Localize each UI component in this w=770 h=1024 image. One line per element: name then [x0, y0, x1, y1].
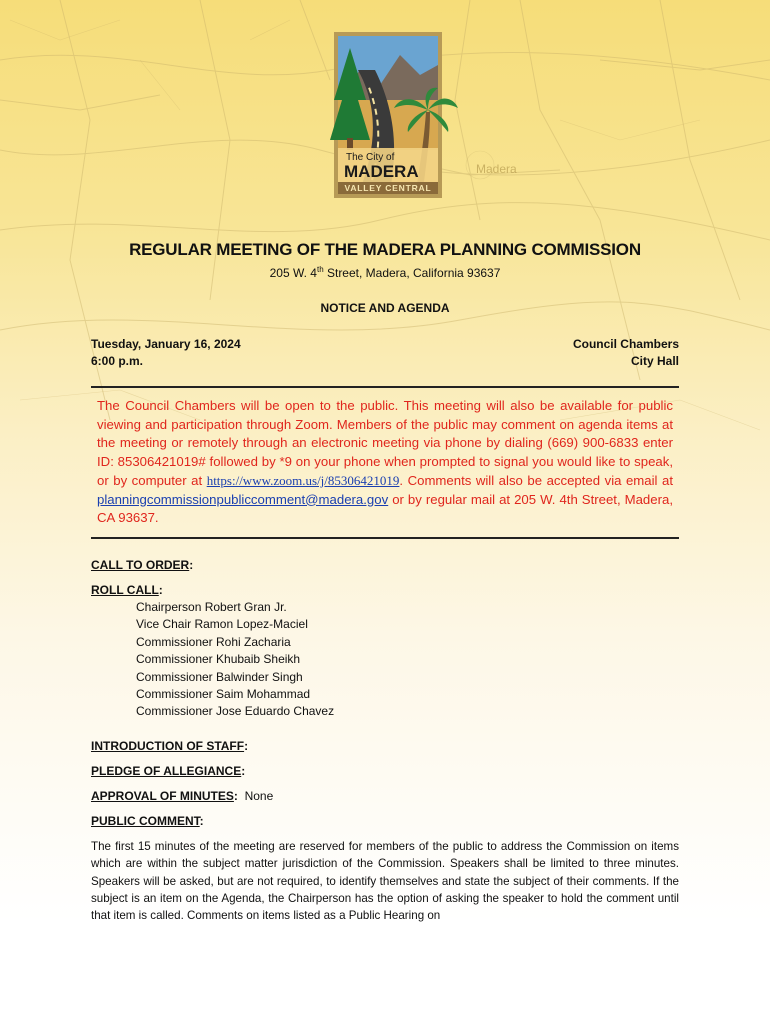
approval-of-minutes-value: None [244, 789, 274, 803]
email-link[interactable]: planningcommissionpubliccomment@madera.gov [97, 491, 389, 507]
zoom-link[interactable]: https://www.zoom.us/j/85306421019 [206, 472, 400, 488]
roll-call-member: Chairperson Robert Gran Jr. [136, 600, 287, 614]
roll-call-member: Commissioner Jose Eduardo Chavez [136, 704, 335, 719]
location-city-hall: City Hall [630, 354, 679, 368]
document-title: REGULAR MEETING OF THE MADERA PLANNING COMMISSION [129, 240, 641, 259]
roll-call-heading: ROLL CALL: [91, 583, 163, 597]
meeting-address: 205 W. 4th Street, Madera, California 93637 [269, 265, 501, 280]
divider-bottom [91, 537, 679, 539]
roll-call-member: Commissioner Saim Mohammad [136, 687, 311, 702]
roll-call-member: Commissioner Balwinder Singh [136, 669, 303, 684]
logo-line2: MADERA [344, 162, 419, 181]
divider-top [91, 386, 679, 388]
map-label: Madera [476, 162, 517, 176]
logo-line3: VALLEY CENTRAL [344, 183, 432, 193]
public-access-notice: The Council Chambers will be open to the public. This meeting will also be available for public viewing and participation through Zoom. Members of the public may comment on agenda items at the meeting or remotely through an electronic meeting via phone by dialing (669) 900-6833 enter ID: 85306421019# followed by *9 on your phone when prompted to signal you would like to speak, or by computer at https://www.zoom.us/j/85306421019. Comments will also be accepted via email at planningcommissionpubliccomment@madera.gov or by regular mail at 205 W. 4th Street, Madera, CA 93637. [97, 398, 674, 526]
introduction-of-staff-heading: INTRODUCTION OF STAFF: [91, 739, 249, 753]
roll-call-member: Commissioner Rohi Zacharia [136, 634, 291, 649]
public-comment-text: The first 15 minutes of the meeting are reserved for members of the public to address the Commission on items which are within the subject matter jurisdiction of the Commission. Speakers shall be limited to three minutes. Speakers will be asked, but are not required, to identify themselves and state the subject of their comments. If the subject is an item on the Agenda, the Chairperson has the option of asking the speaker to hold the comment until that item is called. Comments on items listed as a Public Hearing on [91, 840, 679, 923]
pledge-heading: PLEDGE OF ALLEGIANCE: [91, 764, 246, 778]
approval-of-minutes-heading: APPROVAL OF MINUTES: None [91, 789, 274, 803]
meeting-date: Tuesday, January 16, 2024 [91, 337, 241, 351]
roll-call-member: Vice Chair Ramon Lopez-Maciel [136, 617, 308, 632]
meeting-time: 6:00 p.m. [91, 354, 144, 368]
notice-title: NOTICE AND AGENDA [320, 301, 450, 315]
logo-line1: The City of [346, 152, 395, 163]
roll-call-member: Commissioner Khubaib Sheikh [136, 652, 301, 667]
location-chambers: Council Chambers [572, 337, 679, 351]
meeting-datetime [91, 336, 241, 370]
public-comment-heading: PUBLIC COMMENT: [91, 814, 204, 828]
call-to-order-heading: CALL TO ORDER: [91, 558, 194, 572]
roll-call-list [136, 599, 334, 721]
meeting-location [573, 336, 679, 370]
